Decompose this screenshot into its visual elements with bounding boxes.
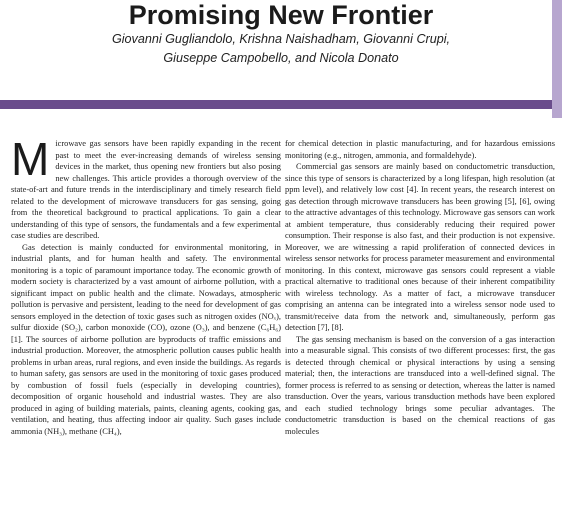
article-title: Promising New Frontier [128,0,434,30]
header-divider [0,100,552,109]
right-column [285,138,555,437]
authors-line-1: Giovanni Gugliandolo, Krishna Naishadham, Giovanni Crupi, [111,32,451,46]
left-column [11,133,281,437]
intro-text: icrowave gas sensors have been rapidly expanding in the recent past to meet the ever-increasing demands of wireless sensing devices in the market, thus opening new frontiers but also posing new challenges. This article provides a thorough overview of the state-of-art and future trends in the interdisciplinary and timely research field related to the development of microwave transducers for gas sensing, going from the theoretical background to practical applications. To gain a clear understanding of this type of sensors, the fundamentals and a few experimental case studies are described. [11,139,281,240]
body-paragraph: Gas detection is mainly conducted for environmental monitoring, in industrial plants, and for human health and safety. The environmental monitoring is a topic of paramount importance today. The economic growth of modern society is characterized by a vast amount of airborne pollution, with a significant impact on public health and the climate. Nowadays, atmospheric pollution is pervasive and persistent, leading to the need for development of gas sensors employed in the detection of toxic gases such as nitrogen oxides (NOₓ), sulfur dioxide (SO₂), carbon monoxide (CO), ozone (O₃), and benzene (C₆H₆) [1]. The sources of airborne pollution are byproducts of traffic emissions and industrial production. Moreover, the atmospheric pollution causes public health problems in urban areas, rural regions, and even inside the buildings. As regards to human safety, gas sensors are used in the monitoring of toxic gases produced by combustion of fossil fuels (especially in developing countries), decomposition of organic household and industrial wastes. They are also produced in aging of building materials, paints, cleaning agents, cooking gas, ventilation, and heating, thus affecting indoor air quality. Such gases include ammonia (NH₃), methane (CH₄), [11,242,281,436]
body-paragraph: The gas sensing mechanism is based on the conversion of a gas interaction into a measurable signal. This consists of two different processes: first, the gas is detected through chemical or physical interactions by using a sensing material; then, the interactions are transduced into a well-defined signal. The former process is referred to as sensing or detection, whereas the latter is named transduction. Over the years, various transduction methods have been explored and each studied technology brings some peculiar advantages. The conductometric transduction is based on the chemical reactions of gas molecules [285,334,555,436]
intro-paragraph [11,133,281,242]
body-paragraph-continued: for chemical detection in plastic manufacturing, and for hazardous emissions monitoring (e.g., nitrogen, ammonia, and formaldehyde). [285,139,555,160]
authors-line-2: Giuseppe Campobello, and Nicola Donato [163,51,399,65]
drop-cap: M [11,133,50,185]
body-paragraph: Commercial gas sensors are mainly based on conductometric transduction, since this type of sensors is characterized by a long lifespan, high resolution (at ppm level), and relatively low cost [4]. In recent years, the research interest on gas detection through microwave transducers has been growing [5], [6], owing to the attractive advantages of this technology. Microwave gas sensors can work at ambient temperature, thus considerably reducing their required power consumption. Their response is also fast, and their production is not expensive. Moreover, we are witnessing a rapid proliferation of connected devices in wireless sensor networks for process parameter measurement and environmental monitoring. In this context, microwave gas sensors could represent a viable practical alternative to traditional ones because of their inherent compatibility with wireless technology. As a matter of fact, a microwave transducer comprising an antenna can be integrated into a wireless sensor node used to transmit/receive data from the network and, simultaneously, perform gas detection [7], [8]. [285,162,555,332]
